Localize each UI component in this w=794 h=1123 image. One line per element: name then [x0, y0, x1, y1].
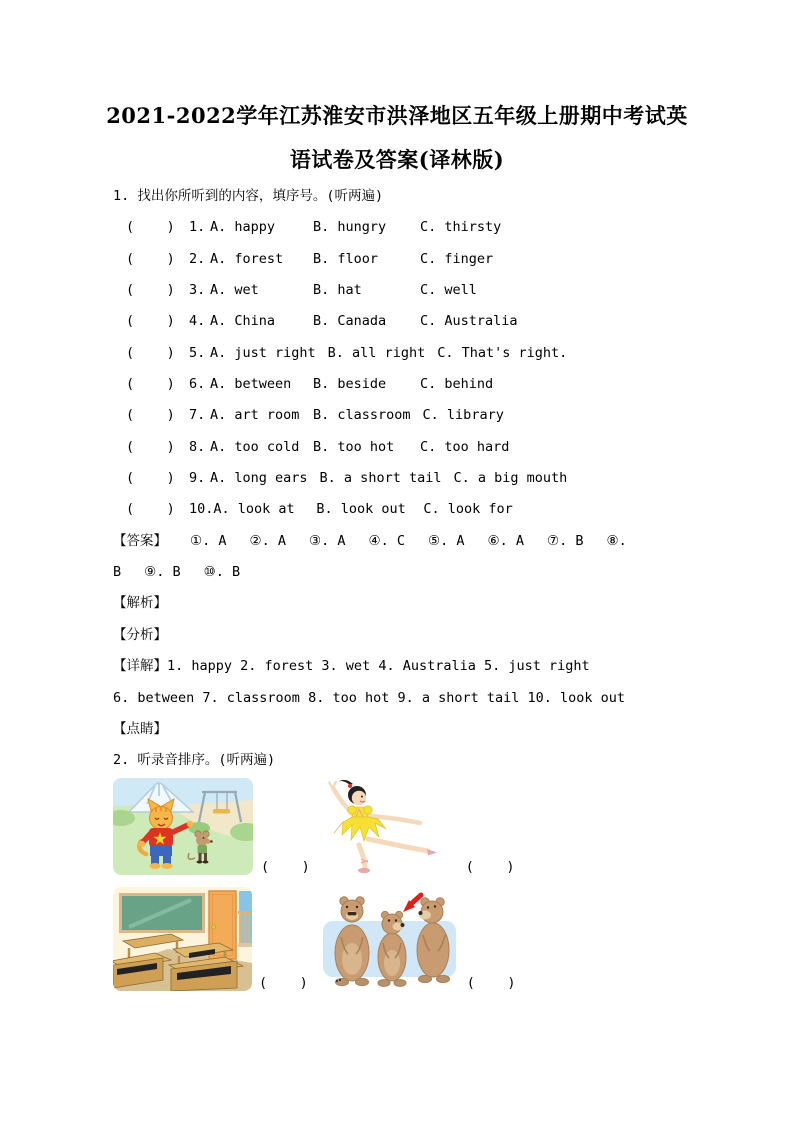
answer-item: ⑩. B	[203, 564, 241, 581]
answer-blank: ( )	[126, 376, 175, 393]
answer-item: ④. C	[368, 532, 405, 549]
window-with-railing	[238, 891, 252, 947]
question-number: 3.	[189, 282, 206, 299]
tutu-skirt	[334, 817, 386, 841]
option-c: C. look for	[423, 501, 513, 518]
question-number: 1.	[189, 219, 206, 236]
option-a: A. just right	[210, 344, 316, 361]
option-c: C. finger	[420, 250, 494, 267]
option-c: C. That's right.	[437, 344, 568, 361]
answer-blank: ( )	[126, 219, 175, 236]
option-c: C. behind	[420, 376, 494, 393]
red-arrow-icon	[403, 895, 421, 912]
detail-line-2: 6. between 7. classroom 8. too hot 9. a short tail 10. look out	[113, 689, 626, 706]
question-number: 8.	[189, 438, 206, 455]
answer-item: ②. A	[249, 532, 286, 549]
answer-blank: ( )	[466, 974, 516, 991]
answer-blank: ( )	[126, 501, 175, 518]
option-a: A. wet	[210, 282, 259, 299]
ballerina	[329, 779, 437, 872]
question-row-8	[113, 432, 734, 463]
title-line-1: 2021-2022学年江苏淮安市洪泽地区五年级上册期中考试英	[106, 103, 688, 128]
answer-item: B	[113, 564, 122, 581]
answer-blank: ( )	[126, 344, 175, 361]
option-a: A. look at	[213, 501, 295, 518]
question-number: 4.	[189, 313, 206, 330]
answer-blank: ( )	[261, 858, 310, 875]
question-number: 6.	[189, 376, 206, 393]
question-row-1	[113, 212, 734, 243]
tips-label: 【点睛】	[113, 720, 167, 737]
section2-heading: 2. 听录音排序。(听两遍)	[113, 752, 276, 769]
answer-blank: ( )	[126, 470, 175, 487]
answer-blank: ( )	[465, 858, 515, 875]
question-row-2	[113, 244, 734, 275]
three-bears-illustration	[317, 891, 462, 991]
question-number: 2.	[189, 250, 206, 267]
option-b: B. beside	[313, 376, 387, 393]
answer-blank: ( )	[126, 250, 175, 267]
option-a: A. too cold	[210, 438, 300, 455]
option-a: A. art room	[210, 407, 300, 424]
option-b: B. a short tail	[319, 470, 442, 487]
answer-blank: ( )	[126, 282, 175, 299]
document-title	[0, 94, 794, 181]
section1-heading: 1. 找出你所听到的内容，填序号。(听两遍)	[113, 188, 384, 204]
question-row-5	[113, 338, 734, 369]
answer-key-label: 【答案】	[113, 532, 167, 549]
option-b: B. look out	[316, 501, 406, 518]
option-c: C. a big mouth	[453, 470, 568, 487]
analysis-label: 【分析】	[113, 626, 167, 643]
answer-blank: ( )	[259, 974, 308, 991]
question-number: 10.	[189, 501, 214, 518]
option-a: A. forest	[210, 250, 284, 267]
option-c: C. thirsty	[420, 219, 502, 236]
option-b: B. Canada	[313, 313, 387, 330]
question-row-7	[113, 400, 734, 431]
ballet-girl-illustration	[328, 777, 443, 875]
question-row-6	[113, 369, 734, 400]
answer-item: ⑥. A	[487, 532, 524, 549]
option-b: B. classroom	[313, 407, 411, 424]
chalkboard	[119, 893, 205, 933]
option-a: A. China	[210, 313, 276, 330]
option-c: C. too hard	[420, 438, 510, 455]
detail-label: 【详解】	[113, 658, 167, 675]
answer-item: ⑦. B	[547, 532, 584, 549]
option-c: C. Australia	[420, 313, 518, 330]
title-line-2: 语试卷及答案(译林版)	[289, 146, 505, 172]
answer-item: ③. A	[309, 532, 346, 549]
picture-row-2	[113, 887, 734, 991]
option-b: B. hungry	[313, 219, 387, 236]
question-row-3	[113, 275, 734, 306]
question-number: 7.	[189, 407, 206, 424]
document-body	[0, 181, 794, 991]
left-bear	[335, 896, 369, 985]
detail-text-1: 1. happy 2. forest 3. wet 4. Australia 5. just right	[167, 658, 590, 675]
detail-line-1	[113, 651, 734, 682]
classroom-illustration	[113, 887, 252, 991]
answer-item: ⑧.	[606, 532, 627, 549]
answer-blank: ( )	[126, 438, 175, 455]
answer-item: ⑨. B	[144, 564, 181, 581]
option-b: B. too hot	[313, 438, 395, 455]
option-a: A. happy	[210, 219, 276, 236]
answer-item: ①. A	[190, 532, 227, 549]
question-row-10	[113, 494, 734, 525]
option-a: A. long ears	[210, 470, 308, 487]
option-b: B. hat	[313, 282, 362, 299]
question-row-9	[113, 463, 734, 494]
cat-and-mouse-playground-illustration	[113, 778, 253, 875]
explanation-label: 【解析】	[113, 595, 167, 612]
question-row-4	[113, 306, 734, 337]
answer-blank: ( )	[126, 407, 175, 424]
picture-row-1	[113, 777, 734, 875]
option-b: B. all right	[327, 344, 426, 361]
question-number: 9.	[189, 470, 206, 487]
answer-blank: ( )	[126, 313, 175, 330]
question-number: 5.	[189, 344, 206, 361]
option-c: C. library	[422, 407, 504, 424]
option-b: B. floor	[313, 250, 379, 267]
answer-item: ⑤. A	[428, 532, 465, 549]
option-a: A. between	[210, 376, 292, 393]
option-c: C. well	[420, 282, 477, 299]
answer-key-line-1	[113, 526, 734, 557]
answer-key-line-2	[113, 557, 734, 588]
